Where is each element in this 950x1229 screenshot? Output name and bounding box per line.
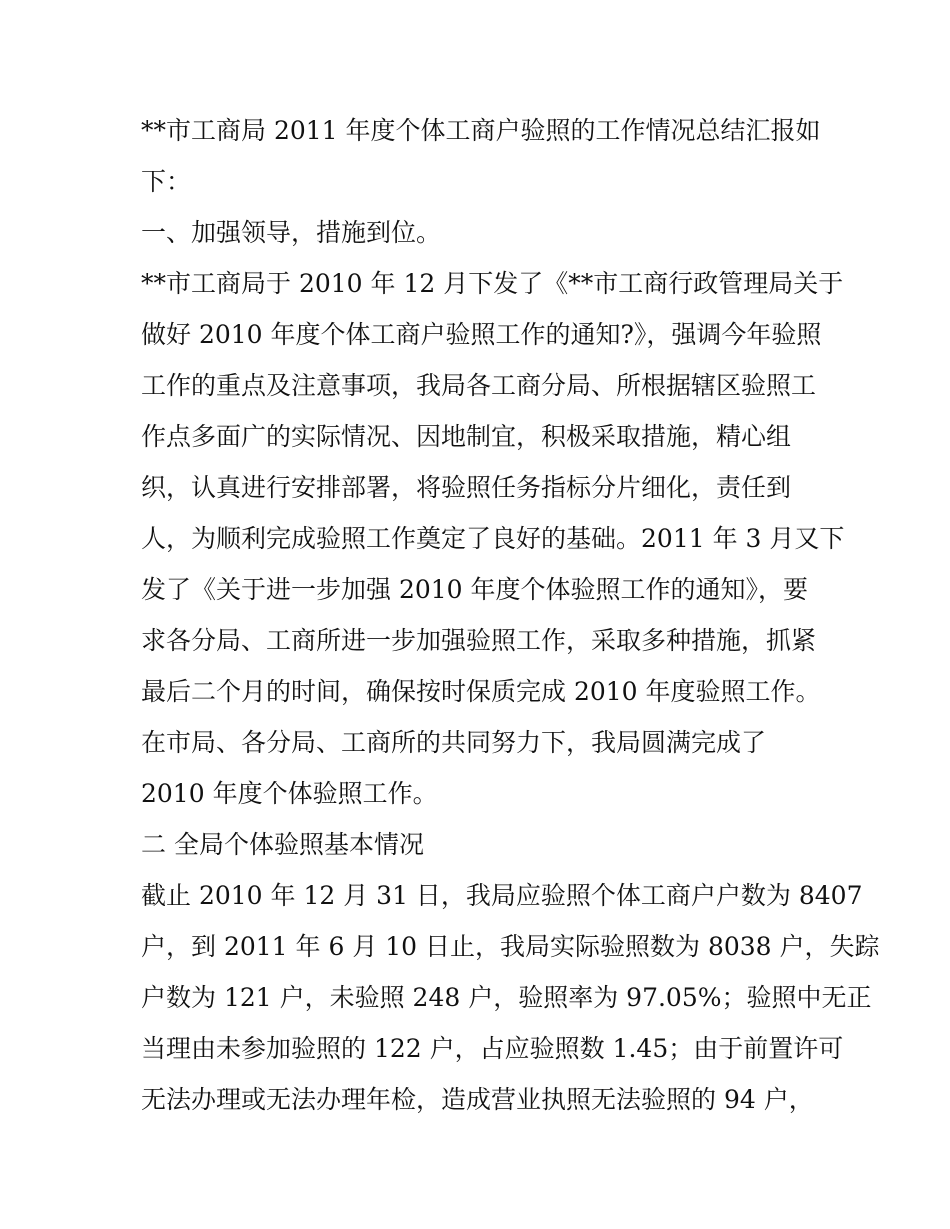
paragraph-line: 织，认真进行安排部署，将验照任务指标分片细化，责任到: [141, 473, 792, 502]
paragraph-line: 2010 年度个体验照工作。: [141, 779, 438, 808]
paragraph-line: 当理由未参加验照的 122 户，占应验照数 1.45；由于前置许可: [141, 1034, 844, 1063]
paragraph-line: 作点多面广的实际情况、因地制宜，积极采取措施，精心组: [141, 422, 792, 451]
paragraph-line: 截止 2010 年 12 月 31 日，我局应验照个体工商户户数为 8407: [141, 881, 863, 910]
paragraph-line: 在市局、各分局、工商所的共同努力下，我局圆满完成了: [141, 728, 767, 757]
paragraph-line: 发了《关于进一步加强 2010 年度个体验照工作的通知》，要: [141, 575, 809, 604]
paragraph-line: 做好 2010 年度个体工商户验照工作的通知?》，强调今年验照: [141, 320, 822, 349]
section-heading-1: 一、加强领导，措施到位。: [141, 218, 442, 247]
paragraph-line: 最后二个月的时间，确保按时保质完成 2010 年度验照工作。: [141, 677, 821, 706]
section-heading-2: 二 全局个体验照基本情况: [141, 830, 424, 859]
paragraph-line: 户，到 2011 年 6 月 10 日止，我局实际验照数为 8038 户，失踪: [141, 932, 880, 961]
document-body: [141, 105, 880, 1125]
paragraph-line: 无法办理或无法办理年检，造成营业执照无法验照的 94 户，: [141, 1085, 814, 1114]
paragraph-line: 人，为顺利完成验照工作奠定了良好的基础。2011 年 3 月又下: [141, 524, 845, 553]
paragraph-line: 户数为 121 户，未验照 248 户，验照率为 97.05%；验照中无正: [141, 983, 872, 1012]
title-line-continued: 下：: [141, 167, 192, 196]
paragraph-line: 工作的重点及注意事项，我局各工商分局、所根据辖区验照工: [141, 371, 817, 400]
title-line: **市工商局 2011 年度个体工商户验照的工作情况总结汇报如: [141, 116, 821, 145]
paragraph-line: **市工商局于 2010 年 12 月下发了《**市工商行政管理局关于: [141, 269, 844, 298]
paragraph-line: 求各分局、工商所进一步加强验照工作，采取多种措施，抓紧: [141, 626, 817, 655]
